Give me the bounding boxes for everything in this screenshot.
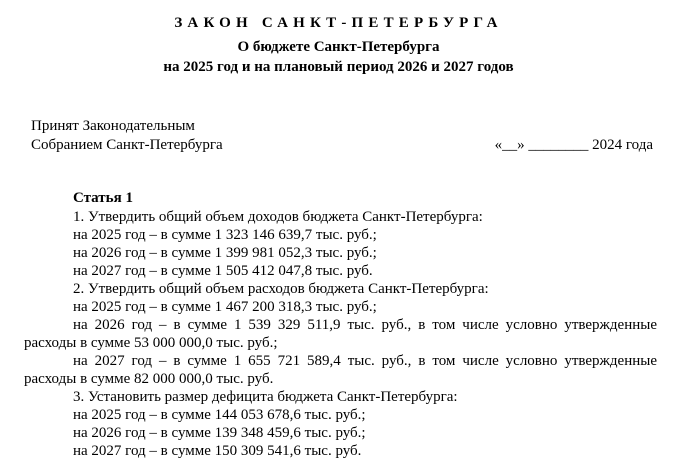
adoption-line-2: Собранием Санкт-Петербурга bbox=[31, 137, 223, 153]
article-line: на 2025 год – в сумме 1 467 200 318,3 тыс. руб.; bbox=[73, 299, 377, 315]
article-line: расходы в сумме 82 000 000,0 тыс. руб. bbox=[24, 371, 274, 387]
adoption-line-1: Принят Законодательным bbox=[31, 118, 195, 134]
article-heading: Статья 1 bbox=[73, 190, 133, 206]
article-line: 2. Утвердить общий объем расходов бюджета Санкт-Петербурга: bbox=[73, 281, 489, 297]
article-line: на 2027 год – в сумме 150 309 541,6 тыс. руб. bbox=[73, 443, 362, 459]
law-subtitle-line-1: О бюджете Санкт-Петербурга bbox=[237, 39, 440, 55]
article-line: на 2027 год – в сумме 1 655 721 589,4 тыс. руб., в том числе условно утвержденные bbox=[73, 353, 657, 369]
article-line: на 2026 год – в сумме 139 348 459,6 тыс. руб.; bbox=[73, 425, 366, 441]
law-subtitle-line-2: на 2025 год и на плановый период 2026 и 2027 годов bbox=[163, 59, 514, 75]
article-line: на 2027 год – в сумме 1 505 412 047,8 тыс. руб. bbox=[73, 263, 373, 279]
article-line: на 2026 год – в сумме 1 399 981 052,3 тыс. руб.; bbox=[73, 245, 377, 261]
article-line: на 2025 год – в сумме 144 053 678,6 тыс. руб.; bbox=[73, 407, 366, 423]
article-line: на 2026 год – в сумме 1 539 329 511,9 тыс. руб., в том числе условно утвержденные bbox=[73, 317, 657, 333]
article-line: 3. Установить размер дефицита бюджета Санкт-Петербурга: bbox=[73, 389, 458, 405]
article-line: расходы в сумме 53 000 000,0 тыс. руб.; bbox=[24, 335, 278, 351]
law-title: ЗАКОН САНКТ-ПЕТЕРБУРГА bbox=[174, 15, 503, 31]
adoption-date: «__» ________ 2024 года bbox=[494, 137, 653, 153]
article-line: 1. Утвердить общий объем доходов бюджета Санкт-Петербурга: bbox=[73, 209, 483, 225]
article-line: на 2025 год – в сумме 1 323 146 639,7 тыс. руб.; bbox=[73, 227, 377, 243]
